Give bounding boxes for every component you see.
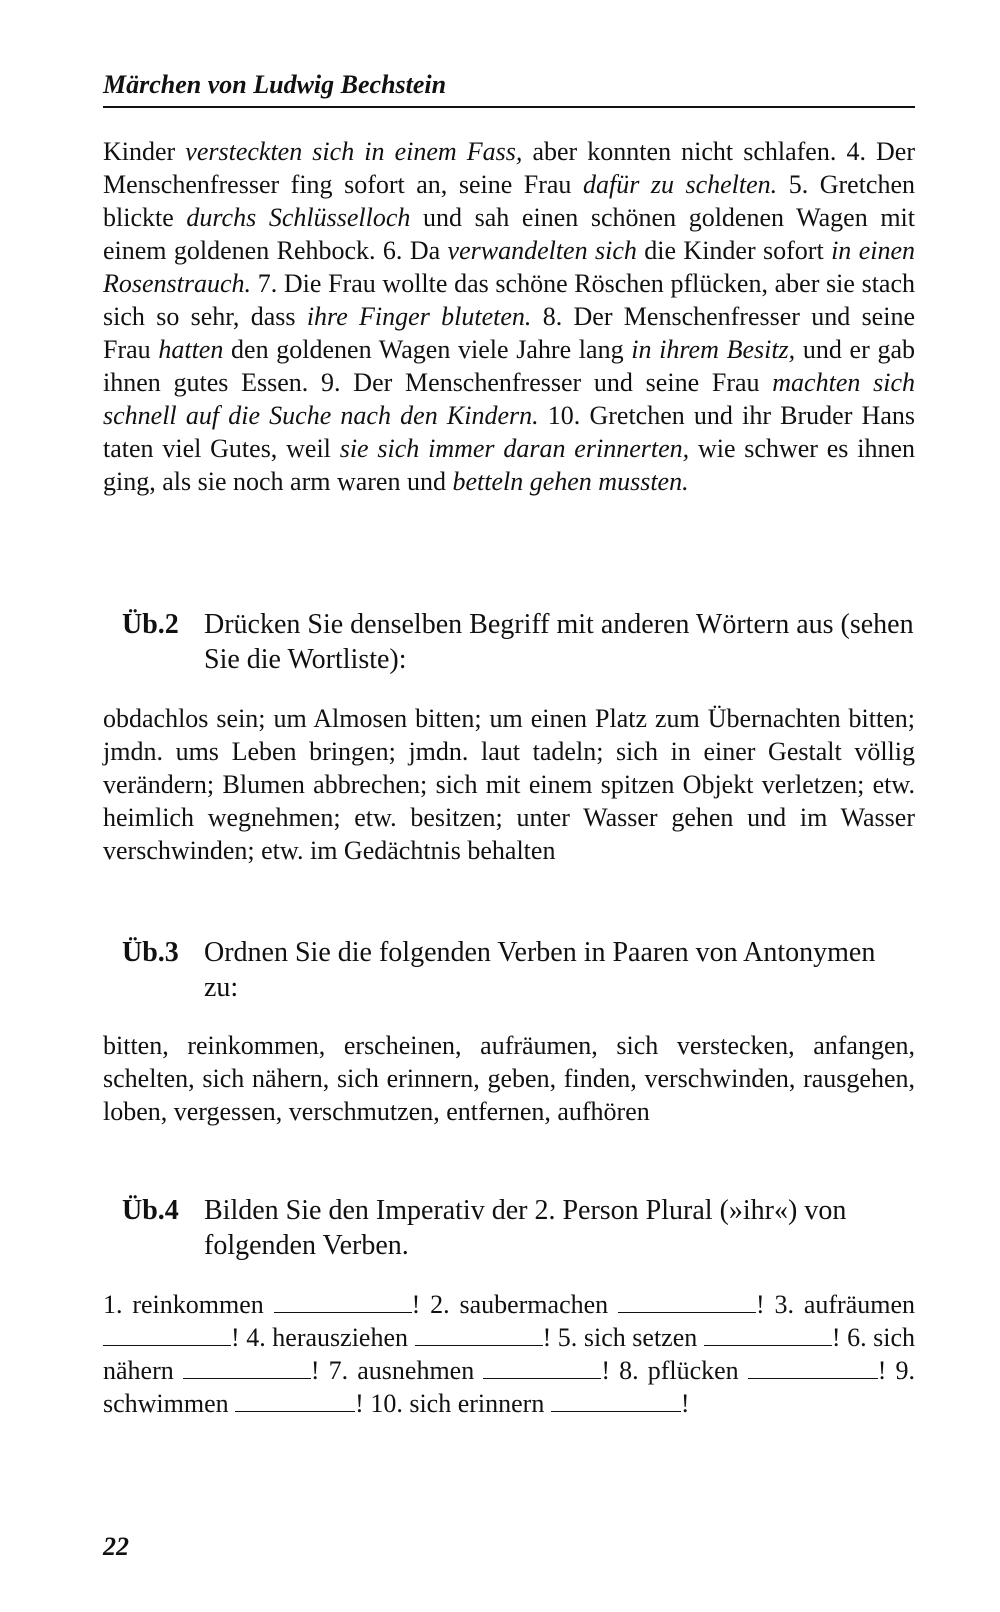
exercise-number: Üb.2 [122, 609, 179, 640]
exclamation: ! [831, 1323, 841, 1352]
exclamation: ! [756, 1290, 765, 1319]
text-run: und er gab ihnen gutes Essen. 9. Der Menschenfresser und seine Frau [103, 335, 915, 397]
text-run: 10. Gretchen und ihr Bruder Hans taten viel Gutes, weil [103, 401, 915, 463]
italic-phrase: versteckten sich in einem Fass, [185, 137, 523, 166]
text-run: aber konnten nicht schlafen. 4. Der Menschenfresser fing sofort an, seine Frau [103, 137, 916, 199]
list-item: 5. sich setzen [557, 1323, 698, 1352]
text-run: Kinder [103, 137, 186, 166]
answer-blank[interactable] [415, 1325, 543, 1346]
header-rule [103, 106, 915, 108]
italic-phrase: sie sich immer daran erinnerten, [339, 434, 690, 463]
italic-phrase: ihre Finger bluteten. [306, 302, 532, 331]
exclamation: ! [411, 1290, 421, 1319]
text-run: wie schwer es ihnen ging, als sie noch arm waren und [103, 434, 915, 496]
exercise-number: Üb.4 [122, 1195, 179, 1226]
list-item: 8. pflücken [619, 1356, 739, 1385]
text-run: 8. Der Menschenfresser und seine Frau [103, 302, 915, 364]
answer-blank[interactable] [183, 1358, 311, 1379]
exercise-2-body: obdachlos sein; um Almosen bitten; um einen Platz zum Übernachten bitten; jmdn. ums Leben bringen; jmdn. laut tadeln; sich in einer Gestalt völlig verändern; Blumen abbrechen; sich mit einem spitzen Objekt verletzen; etw. heimlich wegnehmen; etw. besitzen; unter Wasser gehen und im Wasser verschwinden; etw. im Gedächtnis behalten [103, 704, 915, 865]
list-item: 7. ausnehmen [328, 1356, 475, 1385]
list-item: 10. sich erinnern [370, 1389, 545, 1418]
running-head: Märchen von Ludwig Bechstein [103, 70, 447, 99]
exercise-instruction: Drücken Sie denselben Begriff mit anderen Wörtern aus (sehen Sie die Wortliste): [204, 609, 914, 675]
list-item: 3. aufräumen [774, 1290, 916, 1319]
italic-phrase: hatten [158, 335, 224, 364]
answer-blank[interactable] [748, 1358, 878, 1379]
italic-phrase: durchs Schlüsselloch [186, 203, 411, 232]
list-item: 6. sich nähern [103, 1323, 916, 1385]
italic-phrase: machten sich schnell auf die Suche nach den Kindern. [103, 368, 915, 430]
exclamation: ! [601, 1356, 610, 1385]
italic-phrase: in einen Rosenstrauch. [103, 236, 915, 298]
list-item: 2. saubermachen [430, 1290, 609, 1319]
exclamation: ! [542, 1323, 552, 1352]
exercise-instruction: Bilden Sie den Imperativ der 2. Person Plural (»ihr«) von folgenden Verben. [204, 1195, 847, 1261]
text-run: den goldenen Wagen viele Jahre lang [223, 335, 632, 364]
list-item: 9. schwimmen [103, 1356, 916, 1418]
answer-blank[interactable] [103, 1325, 231, 1346]
list-item: 1. reinkommen [103, 1290, 264, 1319]
exercise-4-fill-in-list [103, 1288, 915, 1420]
exclamation: ! [310, 1356, 320, 1385]
list-item: 4. herausziehen [246, 1323, 408, 1352]
text-run: 5. Gretchen blickte [103, 170, 916, 232]
exclamation: ! [680, 1389, 690, 1418]
exercise-number: Üb.3 [122, 937, 179, 968]
text-run: die Kinder sofort [636, 236, 832, 265]
answer-blank[interactable] [618, 1292, 756, 1313]
exclamation: ! [877, 1356, 887, 1385]
answer-blank[interactable] [704, 1325, 832, 1346]
exercise-instruction: Ordnen Sie die folgenden Verben in Paaren von Antonymen zu: [204, 937, 876, 1003]
exclamation: ! [355, 1389, 364, 1418]
text-run: und sah einen schönen goldenen Wagen mit einem goldenen Rehbock. 6. Da [103, 203, 916, 265]
text-run: 7. Die Frau wollte das schöne Röschen pflücken, aber sie stach sich so sehr, dass [103, 269, 915, 331]
italic-phrase: dafür zu schelten. [582, 170, 778, 199]
exercise-3-heading [122, 935, 915, 1005]
answer-blank[interactable] [551, 1391, 681, 1412]
exercise-2-heading [122, 607, 915, 677]
answer-blank[interactable] [274, 1292, 412, 1313]
italic-phrase: verwandelten sich [447, 236, 637, 265]
italic-phrase: in ihrem Besitz, [631, 335, 796, 364]
exercise-4-heading [122, 1193, 915, 1263]
page-number: 22 [103, 1532, 129, 1561]
italic-phrase: betteln gehen mussten. [452, 467, 689, 496]
answer-blank[interactable] [483, 1358, 601, 1379]
paragraph-exercise-answers [103, 135, 915, 498]
exercise-3-body: bitten, reinkommen, erscheinen, aufräumen, sich verstecken, anfangen, schelten, sich nähern, sich erinnern, geben, finden, verschwinden, rausgehen, loben, vergessen, verschmutzen, entfernen, aufhören [103, 1031, 915, 1126]
exclamation: ! [231, 1323, 240, 1352]
answer-blank[interactable] [235, 1391, 355, 1412]
